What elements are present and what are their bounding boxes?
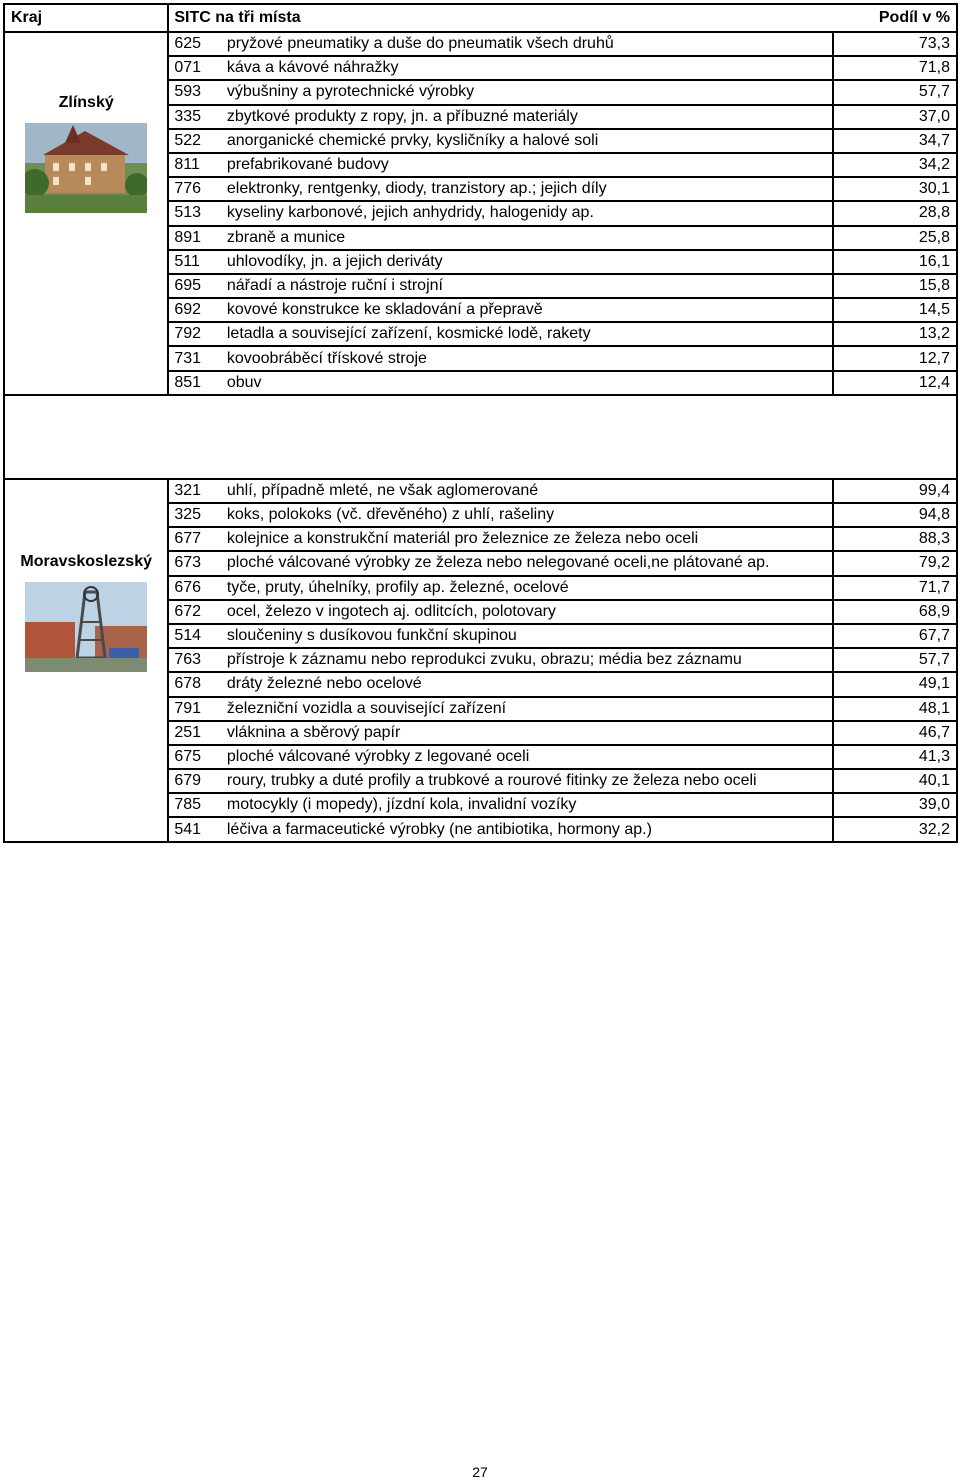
share-percent: 57,7 — [833, 80, 957, 104]
mine-tower-photo-icon — [25, 582, 147, 672]
share-percent: 94,8 — [833, 503, 957, 527]
share-percent: 73,3 — [833, 32, 957, 56]
sitc-description: letadla a související zařízení, kosmické lodě, rakety — [227, 322, 833, 346]
share-percent: 71,8 — [833, 56, 957, 80]
sitc-code: 514 — [168, 624, 226, 648]
sitc-code: 625 — [168, 32, 226, 56]
sitc-code: 522 — [168, 129, 226, 153]
sitc-description: motocykly (i mopedy), jízdní kola, invalidní vozíky — [227, 793, 833, 817]
sitc-code: 676 — [168, 576, 226, 600]
sitc-code: 679 — [168, 769, 226, 793]
share-percent: 39,0 — [833, 793, 957, 817]
sitc-code: 511 — [168, 250, 226, 274]
sitc-description: dráty železné nebo ocelové — [227, 672, 833, 696]
region-cell — [4, 479, 168, 842]
sitc-description: výbušniny a pyrotechnické výrobky — [227, 80, 833, 104]
sitc-description: zbytkové produkty z ropy, jn. a příbuzné materiály — [227, 105, 833, 129]
table-row — [4, 32, 957, 56]
sitc-description: kyseliny karbonové, jejich anhydridy, halogenidy ap. — [227, 201, 833, 225]
share-percent: 37,0 — [833, 105, 957, 129]
share-percent: 71,7 — [833, 576, 957, 600]
share-percent: 30,1 — [833, 177, 957, 201]
share-percent: 57,7 — [833, 648, 957, 672]
sitc-code: 695 — [168, 274, 226, 298]
sitc-description: nářadí a nástroje ruční i strojní — [227, 274, 833, 298]
sitc-code: 891 — [168, 226, 226, 250]
castle-photo-icon — [25, 123, 147, 213]
sitc-code: 325 — [168, 503, 226, 527]
share-percent: 79,2 — [833, 551, 957, 575]
sitc-description: kovové konstrukce ke skladování a přepravě — [227, 298, 833, 322]
sitc-description: pryžové pneumatiky a duše do pneumatik všech druhů — [227, 32, 833, 56]
share-percent: 68,9 — [833, 600, 957, 624]
sitc-code: 851 — [168, 371, 226, 395]
sitc-description: vláknina a sběrový papír — [227, 721, 833, 745]
sitc-description: ploché válcované výrobky ze železa nebo nelegované oceli,ne plátované ap. — [227, 551, 833, 575]
sitc-description: prefabrikované budovy — [227, 153, 833, 177]
share-percent: 41,3 — [833, 745, 957, 769]
share-percent: 13,2 — [833, 322, 957, 346]
share-percent: 48,1 — [833, 697, 957, 721]
sitc-description: anorganické chemické prvky, kysličníky a halové soli — [227, 129, 833, 153]
sitc-share-table — [3, 3, 958, 843]
sitc-description: zbraně a munice — [227, 226, 833, 250]
share-percent: 99,4 — [833, 479, 957, 503]
sitc-description: uhlí, případně mleté, ne však aglomerované — [227, 479, 833, 503]
region-cell — [4, 32, 168, 395]
share-percent: 12,4 — [833, 371, 957, 395]
sitc-description: roury, trubky a duté profily a trubkové a rourové fitinky ze železa nebo oceli — [227, 769, 833, 793]
share-percent: 40,1 — [833, 769, 957, 793]
sitc-code: 763 — [168, 648, 226, 672]
share-percent: 16,1 — [833, 250, 957, 274]
share-percent: 28,8 — [833, 201, 957, 225]
sitc-description: uhlovodíky, jn. a jejich deriváty — [227, 250, 833, 274]
header-row — [4, 4, 957, 32]
share-percent: 34,7 — [833, 129, 957, 153]
sitc-code: 071 — [168, 56, 226, 80]
sitc-description: léčiva a farmaceutické výrobky (ne antibiotika, hormony ap.) — [227, 817, 833, 841]
sitc-description: elektronky, rentgenky, diody, tranzistory ap.; jejich díly — [227, 177, 833, 201]
table-row — [4, 479, 957, 503]
sitc-code: 593 — [168, 80, 226, 104]
sitc-code: 541 — [168, 817, 226, 841]
sitc-description: tyče, pruty, úhelníky, profily ap. železné, ocelové — [227, 576, 833, 600]
share-percent: 25,8 — [833, 226, 957, 250]
sitc-code: 672 — [168, 600, 226, 624]
share-percent: 32,2 — [833, 817, 957, 841]
sitc-code: 335 — [168, 105, 226, 129]
header-podil: Podíl v % — [833, 4, 957, 32]
sitc-description: koks, polokoks (vč. dřevěného) z uhlí, rašeliny — [227, 503, 833, 527]
sitc-description: přístroje k záznamu nebo reprodukci zvuku, obrazu; média bez záznamu — [227, 648, 833, 672]
sitc-code: 675 — [168, 745, 226, 769]
sitc-description: obuv — [227, 371, 833, 395]
header-kraj: Kraj — [4, 4, 168, 32]
share-percent: 67,7 — [833, 624, 957, 648]
sitc-description: ocel, železo v ingotech aj. odlitcích, polotovary — [227, 600, 833, 624]
sitc-code: 513 — [168, 201, 226, 225]
sitc-description: železniční vozidla a související zařízení — [227, 697, 833, 721]
sitc-code: 692 — [168, 298, 226, 322]
sitc-code: 791 — [168, 697, 226, 721]
sitc-description: ploché válcované výrobky z legované oceli — [227, 745, 833, 769]
sitc-description: kovoobráběcí třískové stroje — [227, 346, 833, 370]
sitc-code: 785 — [168, 793, 226, 817]
sitc-code: 673 — [168, 551, 226, 575]
share-percent: 15,8 — [833, 274, 957, 298]
region-name: Moravskoslezský — [20, 552, 152, 570]
sitc-code: 678 — [168, 672, 226, 696]
sitc-code: 776 — [168, 177, 226, 201]
spacer-cell — [4, 395, 957, 479]
share-percent: 46,7 — [833, 721, 957, 745]
share-percent: 12,7 — [833, 346, 957, 370]
sitc-code: 792 — [168, 322, 226, 346]
share-percent: 49,1 — [833, 672, 957, 696]
share-percent: 14,5 — [833, 298, 957, 322]
sitc-code: 811 — [168, 153, 226, 177]
sitc-description: kolejnice a konstrukční materiál pro železnice ze železa nebo oceli — [227, 527, 833, 551]
sitc-code: 321 — [168, 479, 226, 503]
spacer-row — [4, 395, 957, 479]
sitc-code: 677 — [168, 527, 226, 551]
sitc-description: sloučeniny s dusíkovou funkční skupinou — [227, 624, 833, 648]
share-percent: 88,3 — [833, 527, 957, 551]
page-number: 27 — [472, 1464, 488, 1480]
sitc-code: 251 — [168, 721, 226, 745]
share-percent: 34,2 — [833, 153, 957, 177]
header-sitc: SITC na tři místa — [168, 4, 833, 32]
region-name: Zlínský — [58, 94, 114, 111]
sitc-description: káva a kávové náhražky — [227, 56, 833, 80]
sitc-code: 731 — [168, 346, 226, 370]
